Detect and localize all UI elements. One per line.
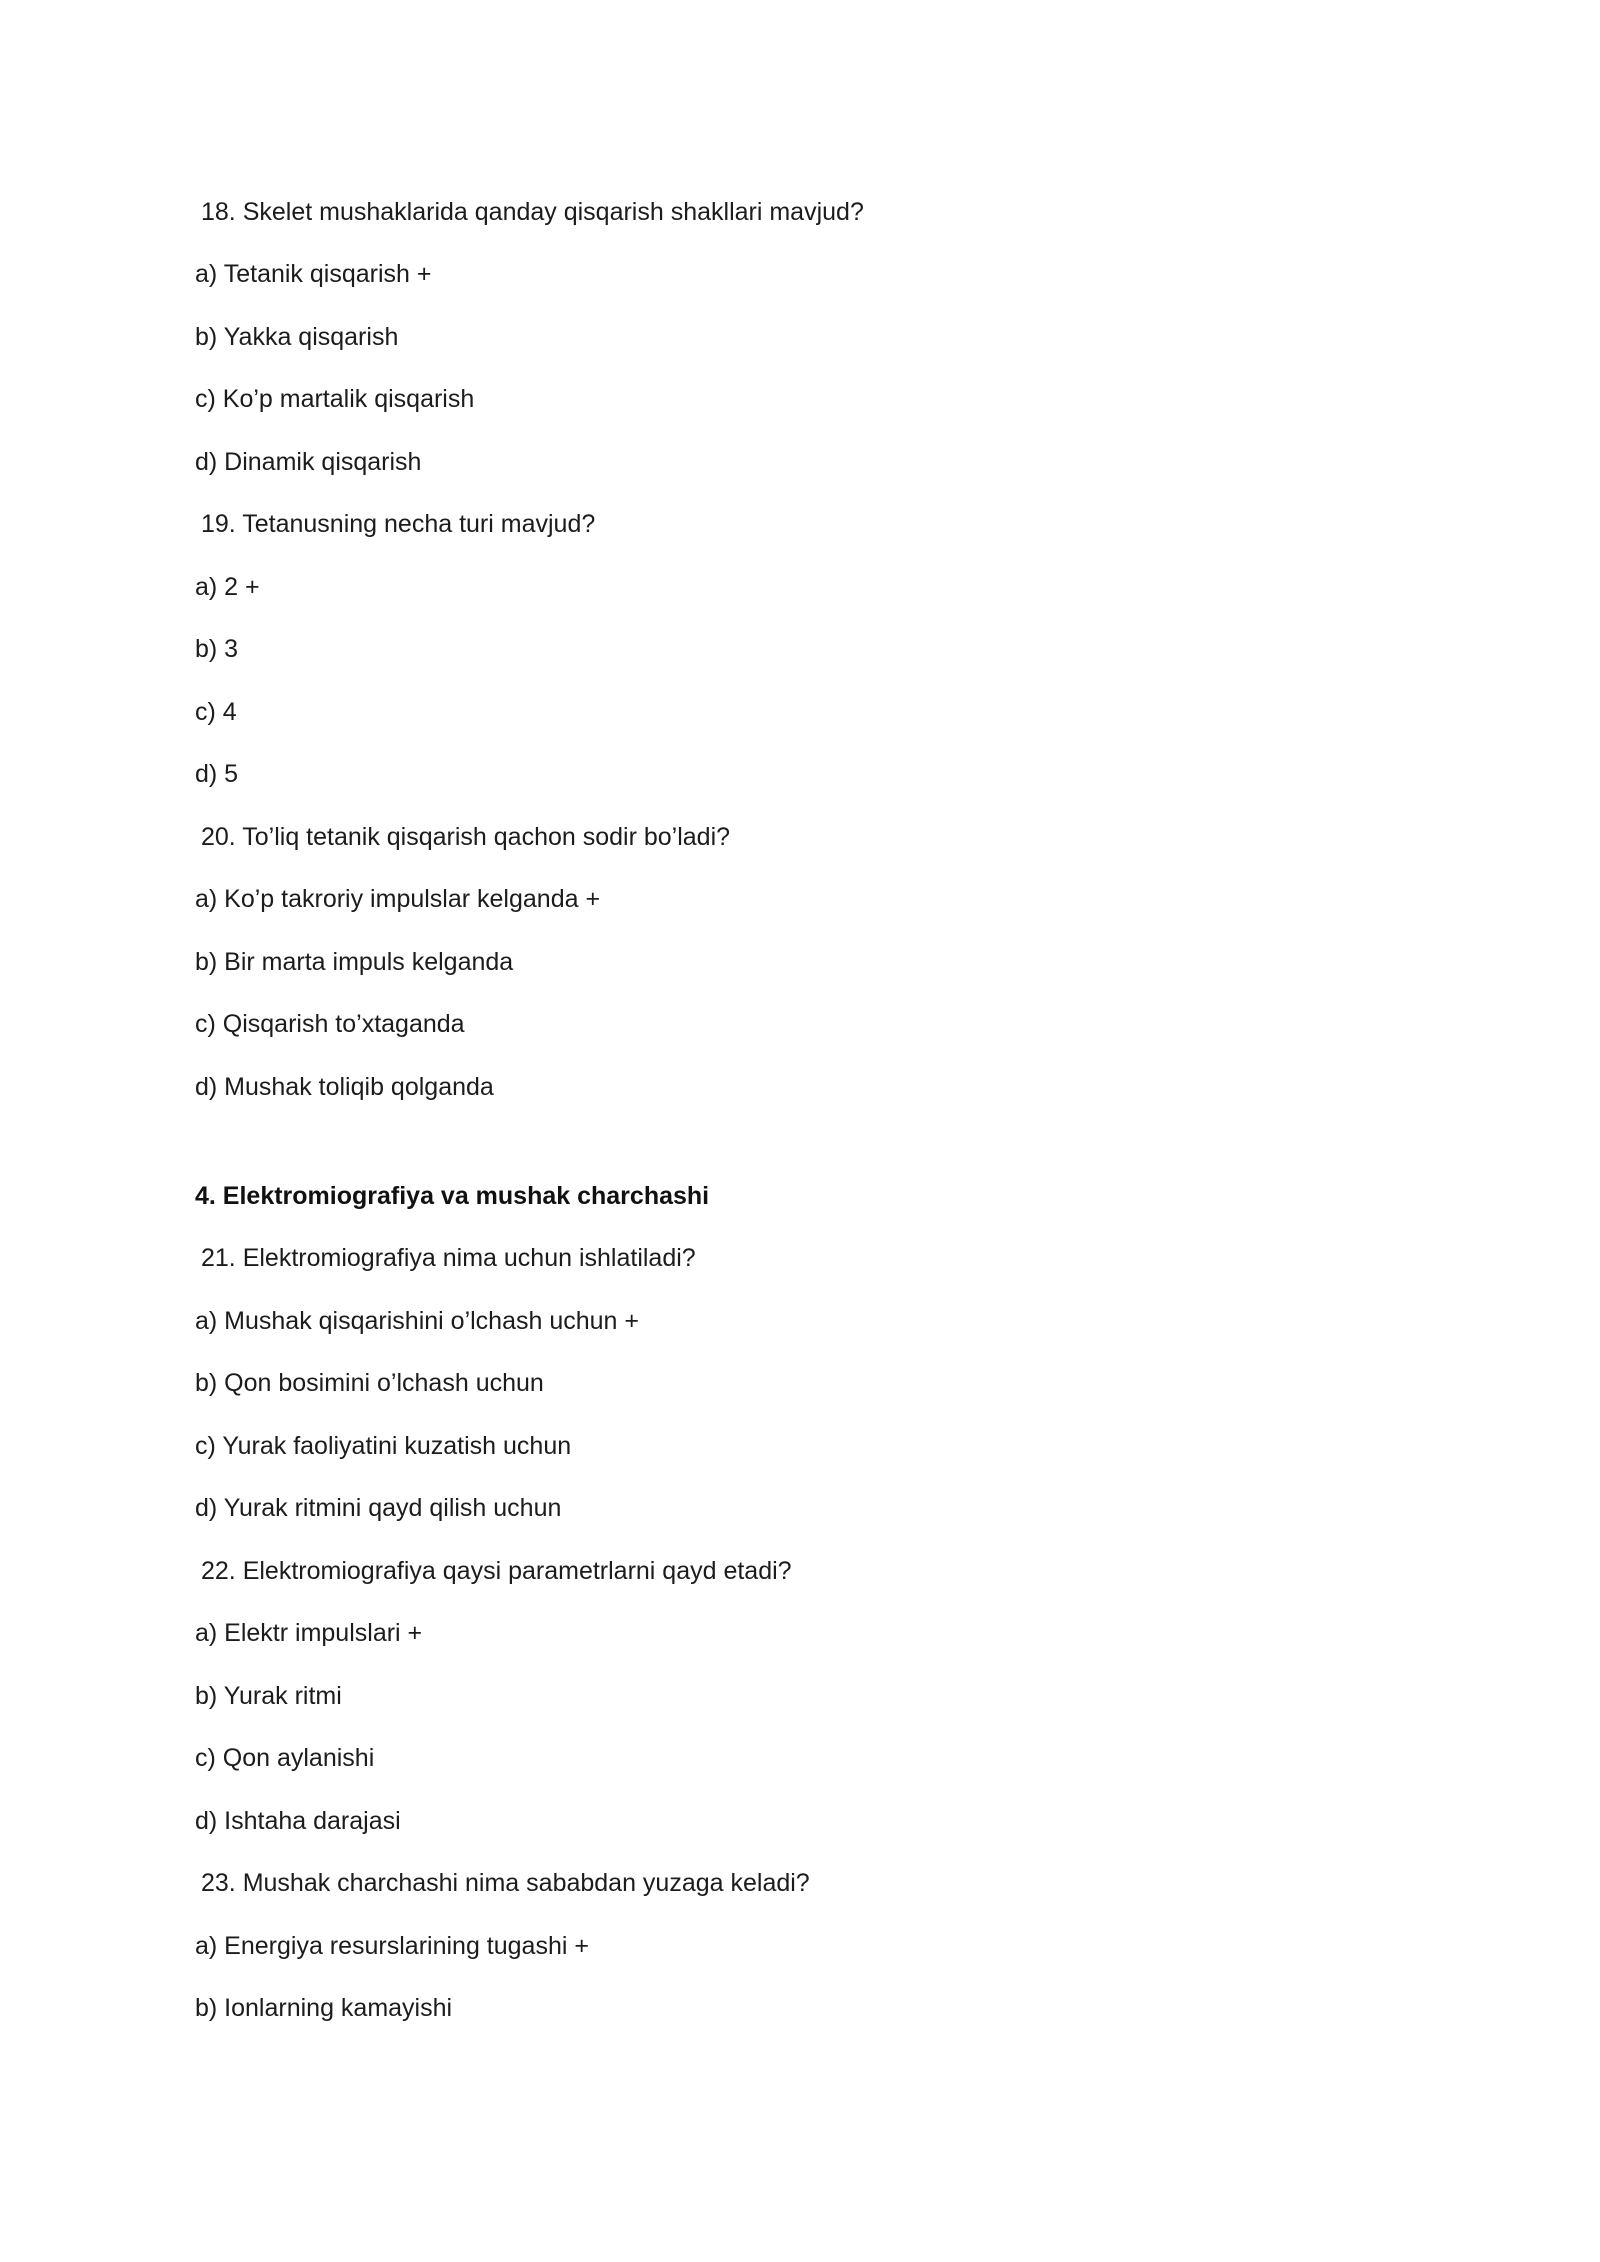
option-21b: b) Qon bosimini o’lchash uchun — [195, 1369, 544, 1397]
question-20: 20. To’liq tetanik qisqarish qachon sodir bo’ladi? — [201, 823, 731, 851]
option-18b: b) Yakka qisqarish — [195, 323, 399, 351]
section-heading: 4. Elektromiografiya va mushak charchashi — [195, 1182, 710, 1210]
option-19a: a) 2 + — [195, 573, 260, 601]
option-22d: d) Ishtaha darajasi — [195, 1807, 401, 1835]
option-22b: b) Yurak ritmi — [195, 1682, 342, 1710]
option-18d: d) Dinamik qisqarish — [195, 448, 422, 476]
option-20b: b) Bir marta impuls kelganda — [195, 948, 514, 976]
question-23: 23. Mushak charchashi nima sababdan yuzaga keladi? — [201, 1869, 810, 1897]
option-22c: c) Qon aylanishi — [195, 1744, 375, 1772]
option-21d: d) Yurak ritmini qayd qilish uchun — [195, 1494, 562, 1522]
option-19c: c) 4 — [195, 698, 237, 726]
option-19b: b) 3 — [195, 635, 239, 663]
question-22: 22. Elektromiografiya qaysi parametrlarni qayd etadi? — [201, 1557, 792, 1585]
option-21a: a) Mushak qisqarishini o’lchash uchun + — [195, 1307, 639, 1335]
option-20d: d) Mushak toliqib qolganda — [195, 1073, 494, 1101]
option-19d: d) 5 — [195, 760, 239, 788]
option-23b: b) Ionlarning kamayishi — [195, 1994, 453, 2022]
question-19: 19. Tetanusning necha turi mavjud? — [201, 510, 596, 538]
option-23a: a) Energiya resurslarining tugashi + — [195, 1932, 589, 1960]
question-18: 18. Skelet mushaklarida qanday qisqarish shakllari mavjud? — [201, 198, 864, 226]
question-21: 21. Elektromiografiya nima uchun ishlatiladi? — [201, 1244, 696, 1272]
option-21c: c) Yurak faoliyatini kuzatish uchun — [195, 1432, 572, 1460]
option-20a: a) Ko’p takroriy impulslar kelganda + — [195, 885, 601, 913]
option-18a: a) Tetanik qisqarish + — [195, 260, 432, 288]
option-18c: c) Ko’p martalik qisqarish — [195, 385, 475, 413]
option-20c: c) Qisqarish to’xtaganda — [195, 1010, 465, 1038]
option-22a: a) Elektr impulslari + — [195, 1619, 423, 1647]
